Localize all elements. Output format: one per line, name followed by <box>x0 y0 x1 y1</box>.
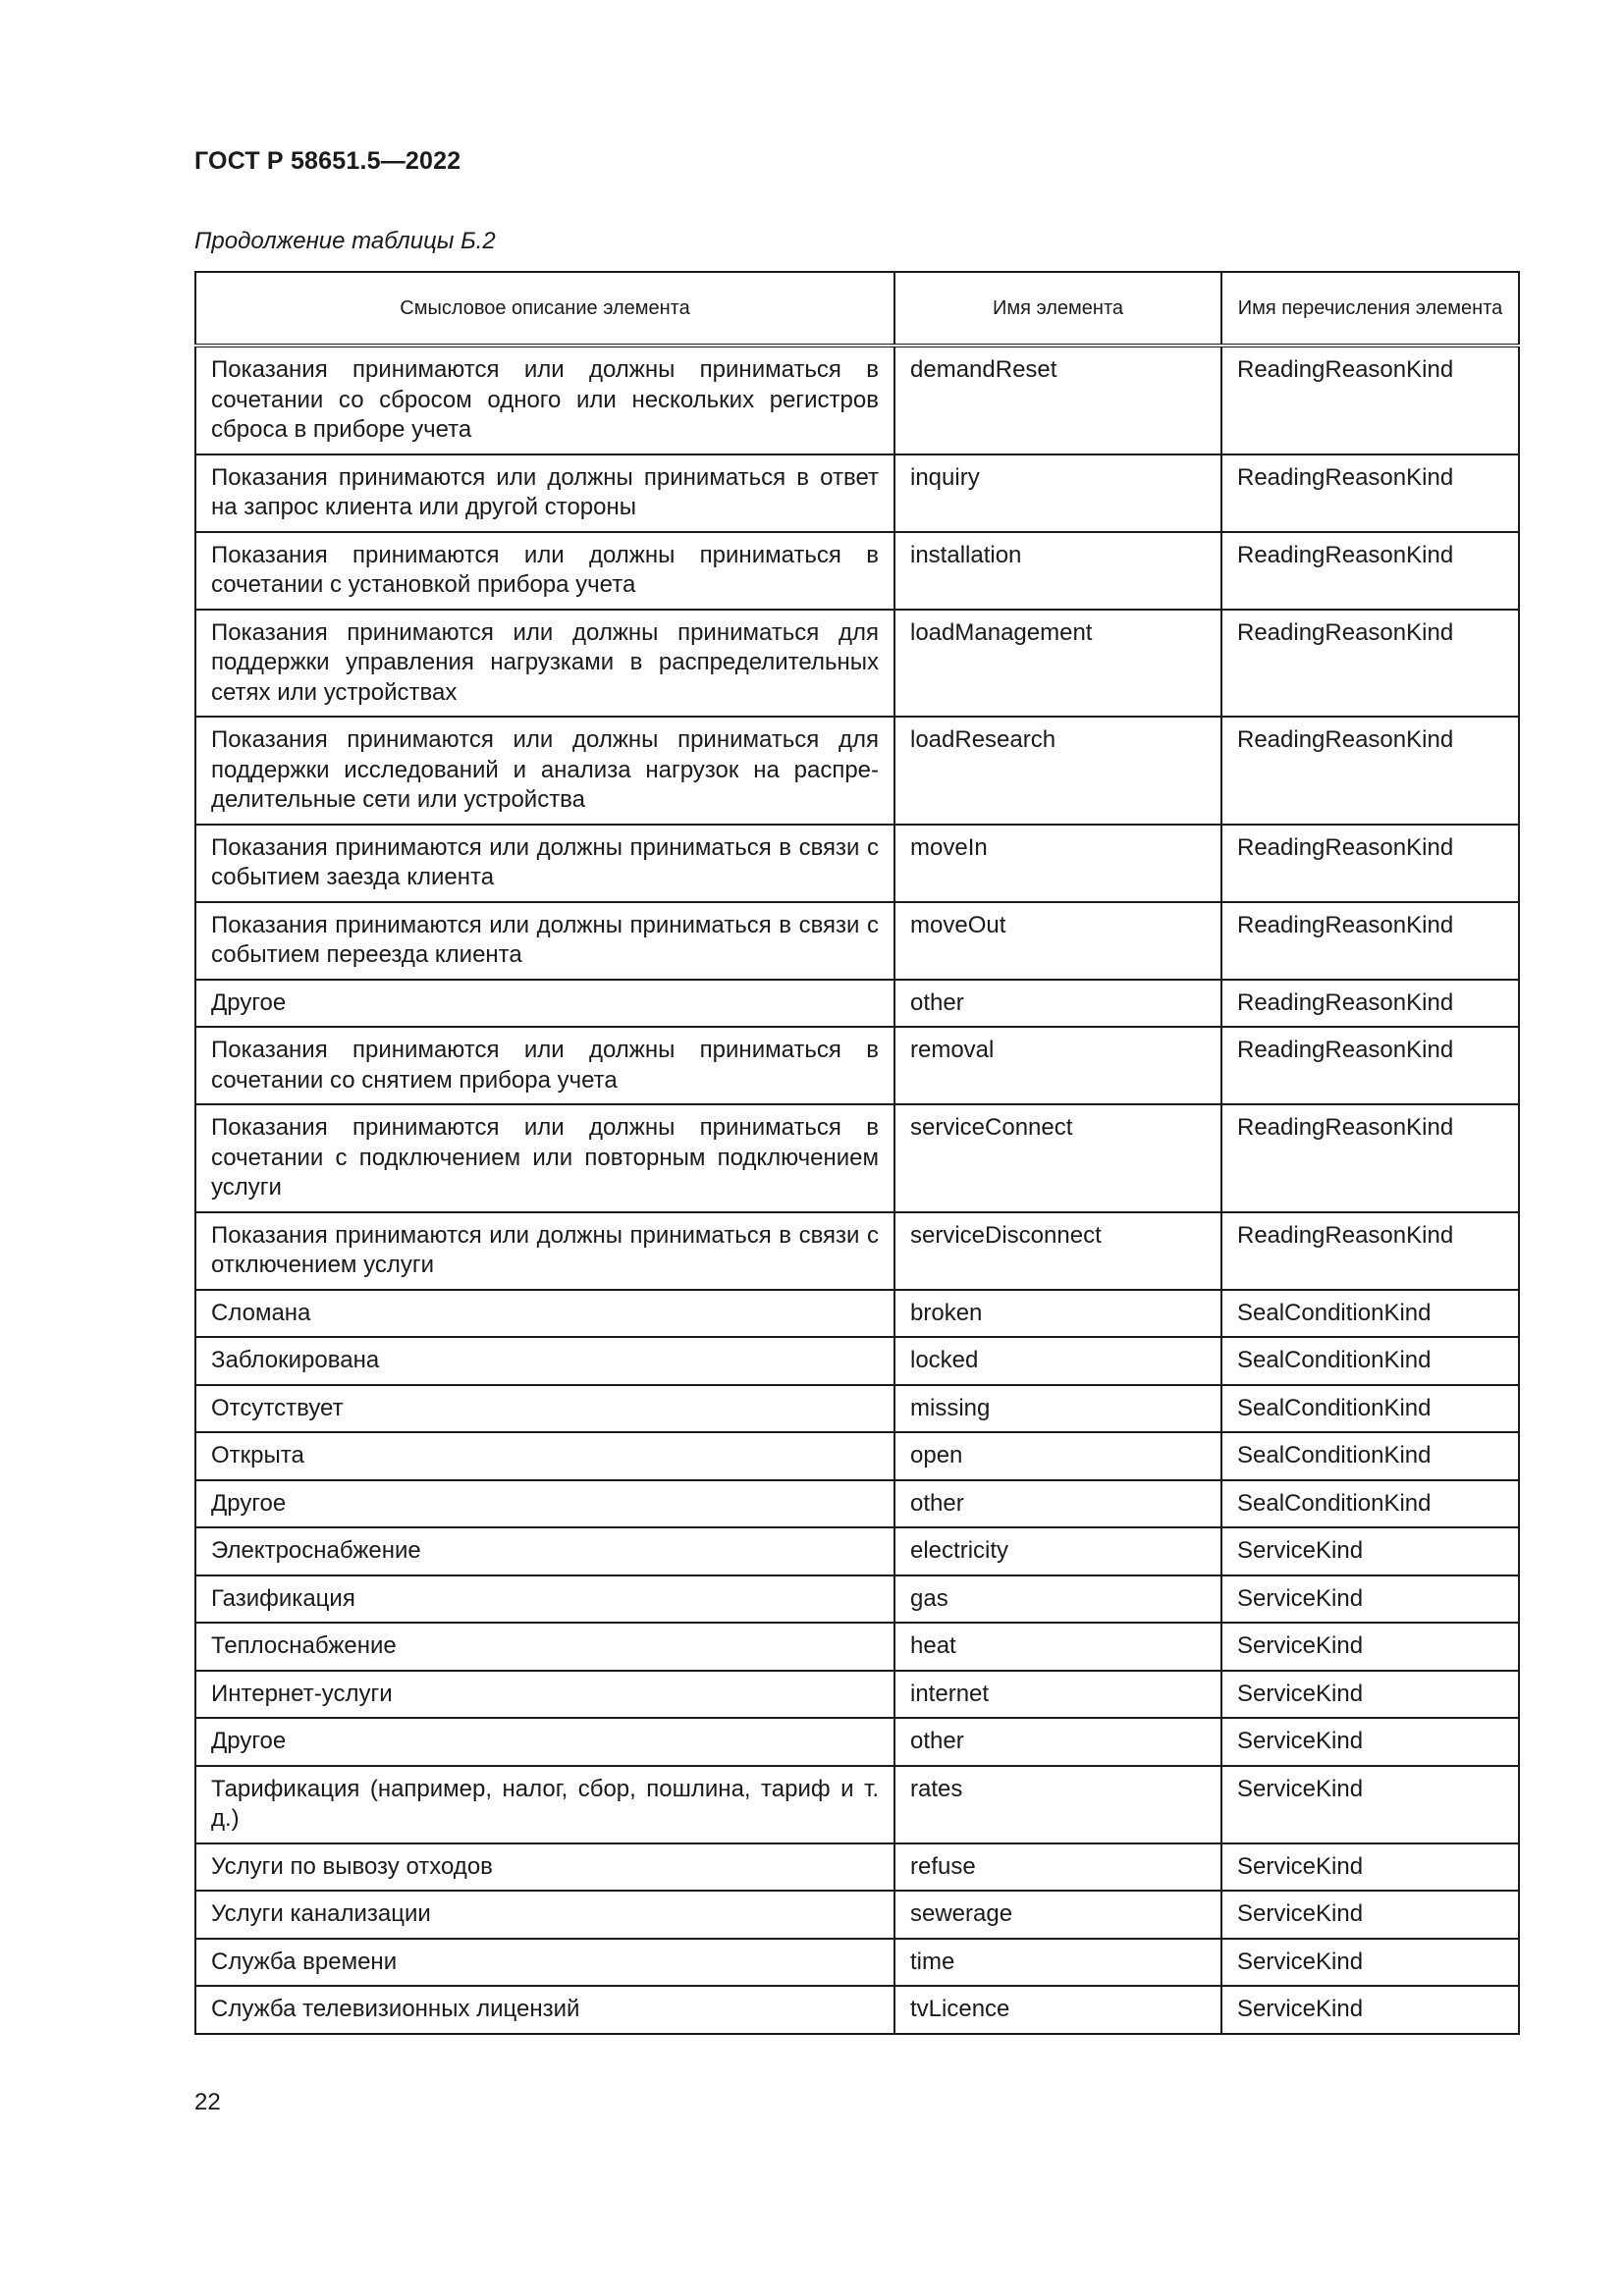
cell-element-name: sewerage <box>894 1891 1221 1939</box>
cell-element-name: removal <box>894 1027 1221 1104</box>
cell-description: Показания принимаются или должны приниматься в сочетании с установкой прибора учета <box>195 532 894 610</box>
cell-element-name: loadResearch <box>894 717 1221 825</box>
table-row <box>195 1027 1519 1104</box>
cell-element-name: demandReset <box>894 346 1221 454</box>
cell-element-name: heat <box>894 1623 1221 1671</box>
cell-description: Показания принимаются или должны приниматься в связи с событием переезда клиента <box>195 902 894 980</box>
cell-enumeration-name: ReadingReasonKind <box>1221 717 1519 825</box>
cell-enumeration-name: ServiceKind <box>1221 1891 1519 1939</box>
table-row <box>195 1671 1519 1719</box>
cell-description: Отсутствует <box>195 1385 894 1433</box>
cell-element-name: other <box>894 980 1221 1028</box>
table-row <box>195 1104 1519 1212</box>
cell-enumeration-name: ReadingReasonKind <box>1221 1212 1519 1290</box>
cell-enumeration-name: ReadingReasonKind <box>1221 346 1519 454</box>
cell-enumeration-name: SealConditionKind <box>1221 1337 1519 1385</box>
cell-enumeration-name: ReadingReasonKind <box>1221 1027 1519 1104</box>
cell-enumeration-name: ReadingReasonKind <box>1221 980 1519 1028</box>
table-row <box>195 1939 1519 1987</box>
table-header-row <box>195 272 1519 346</box>
cell-enumeration-name: ServiceKind <box>1221 1986 1519 2034</box>
enumeration-table <box>194 271 1520 2035</box>
cell-description: Показания принимаются или должны приниматься в сочетании со снятием прибора учета <box>195 1027 894 1104</box>
table-row <box>195 1212 1519 1290</box>
cell-description: Услуги по вывозу отходов <box>195 1843 894 1892</box>
cell-description: Служба телевизионных лицензий <box>195 1986 894 2034</box>
table-row <box>195 1385 1519 1433</box>
table-row <box>195 1766 1519 1843</box>
cell-element-name: missing <box>894 1385 1221 1433</box>
table-row <box>195 1891 1519 1939</box>
table-body <box>195 346 1519 2034</box>
cell-element-name: electricity <box>894 1527 1221 1575</box>
cell-description: Другое <box>195 980 894 1028</box>
cell-enumeration-name: ReadingReasonKind <box>1221 532 1519 610</box>
table-caption: Продолжение таблицы Б.2 <box>194 228 496 254</box>
column-header-element-name: Имя элемента <box>894 272 1221 346</box>
cell-element-name: inquiry <box>894 454 1221 532</box>
cell-element-name: refuse <box>894 1843 1221 1892</box>
page-number: 22 <box>194 2089 221 2115</box>
cell-element-name: installation <box>894 532 1221 610</box>
cell-enumeration-name: ReadingReasonKind <box>1221 1104 1519 1212</box>
table-row <box>195 980 1519 1028</box>
cell-element-name: rates <box>894 1766 1221 1843</box>
table-row <box>195 902 1519 980</box>
column-header-enumeration-name: Имя перечисления элемента <box>1221 272 1519 346</box>
table-row <box>195 1843 1519 1892</box>
cell-description: Теплоснабжение <box>195 1623 894 1671</box>
table-row <box>195 610 1519 718</box>
cell-description: Тарификация (например, налог, сбор, пошлина, тариф и т. д.) <box>195 1766 894 1843</box>
table-row <box>195 1290 1519 1338</box>
cell-description: Газификация <box>195 1575 894 1624</box>
cell-enumeration-name: ReadingReasonKind <box>1221 825 1519 902</box>
cell-description: Показания принимаются или должны приниматься в связи с событием заезда клиента <box>195 825 894 902</box>
cell-element-name: moveIn <box>894 825 1221 902</box>
cell-enumeration-name: ServiceKind <box>1221 1575 1519 1624</box>
cell-description: Интернет-услуги <box>195 1671 894 1719</box>
cell-enumeration-name: ReadingReasonKind <box>1221 610 1519 718</box>
table-row <box>195 346 1519 454</box>
cell-description: Заблокирована <box>195 1337 894 1385</box>
cell-enumeration-name: SealConditionKind <box>1221 1290 1519 1338</box>
table-row <box>195 1480 1519 1528</box>
cell-description: Другое <box>195 1718 894 1766</box>
table-row <box>195 1527 1519 1575</box>
table-row <box>195 1718 1519 1766</box>
cell-description: Служба времени <box>195 1939 894 1987</box>
cell-element-name: gas <box>894 1575 1221 1624</box>
cell-description: Сломана <box>195 1290 894 1338</box>
table-row <box>195 1432 1519 1480</box>
cell-description: Другое <box>195 1480 894 1528</box>
cell-enumeration-name: SealConditionKind <box>1221 1385 1519 1433</box>
cell-element-name: serviceDisconnect <box>894 1212 1221 1290</box>
cell-element-name: serviceConnect <box>894 1104 1221 1212</box>
table-row <box>195 1986 1519 2034</box>
table-row <box>195 825 1519 902</box>
document-code: ГОСТ Р 58651.5—2022 <box>194 147 461 175</box>
cell-description: Показания принимаются или должны приниматься в сочетании со сбросом одного или нескольких регистров сброса в приборе учета <box>195 346 894 454</box>
cell-enumeration-name: ReadingReasonKind <box>1221 902 1519 980</box>
cell-description: Показания принимаются или должны приниматься в связи с отключением услуги <box>195 1212 894 1290</box>
table-row <box>195 1623 1519 1671</box>
cell-description: Открыта <box>195 1432 894 1480</box>
cell-enumeration-name: ServiceKind <box>1221 1766 1519 1843</box>
cell-description: Электроснабжение <box>195 1527 894 1575</box>
cell-element-name: broken <box>894 1290 1221 1338</box>
cell-element-name: loadManagement <box>894 610 1221 718</box>
cell-enumeration-name: SealConditionKind <box>1221 1432 1519 1480</box>
table-row <box>195 532 1519 610</box>
cell-element-name: other <box>894 1718 1221 1766</box>
cell-element-name: other <box>894 1480 1221 1528</box>
cell-description: Показания принимаются или должны приниматься в ответ на запрос клиента или другой стороны <box>195 454 894 532</box>
cell-enumeration-name: ReadingReasonKind <box>1221 454 1519 532</box>
cell-description: Показания принимаются или должны приниматься в сочетании с подключением или повторным подключением услуги <box>195 1104 894 1212</box>
cell-description: Услуги канализации <box>195 1891 894 1939</box>
cell-element-name: time <box>894 1939 1221 1987</box>
cell-enumeration-name: ServiceKind <box>1221 1939 1519 1987</box>
cell-element-name: tvLicence <box>894 1986 1221 2034</box>
cell-enumeration-name: ServiceKind <box>1221 1718 1519 1766</box>
table-row <box>195 454 1519 532</box>
column-header-description: Смысловое описание элемента <box>195 272 894 346</box>
cell-enumeration-name: ServiceKind <box>1221 1843 1519 1892</box>
cell-element-name: internet <box>894 1671 1221 1719</box>
cell-description: Показания принимаются или должны приниматься для поддержки исследований и анализа нагрузок на распре-делительные сети или устройства <box>195 717 894 825</box>
table-row <box>195 1575 1519 1624</box>
table-row <box>195 717 1519 825</box>
cell-enumeration-name: ServiceKind <box>1221 1671 1519 1719</box>
cell-element-name: open <box>894 1432 1221 1480</box>
cell-element-name: locked <box>894 1337 1221 1385</box>
cell-enumeration-name: SealConditionKind <box>1221 1480 1519 1528</box>
cell-enumeration-name: ServiceKind <box>1221 1623 1519 1671</box>
cell-enumeration-name: ServiceKind <box>1221 1527 1519 1575</box>
cell-element-name: moveOut <box>894 902 1221 980</box>
cell-description: Показания принимаются или должны приниматься для поддержки управления нагрузками в распределительных сетях или устройствах <box>195 610 894 718</box>
table-row <box>195 1337 1519 1385</box>
